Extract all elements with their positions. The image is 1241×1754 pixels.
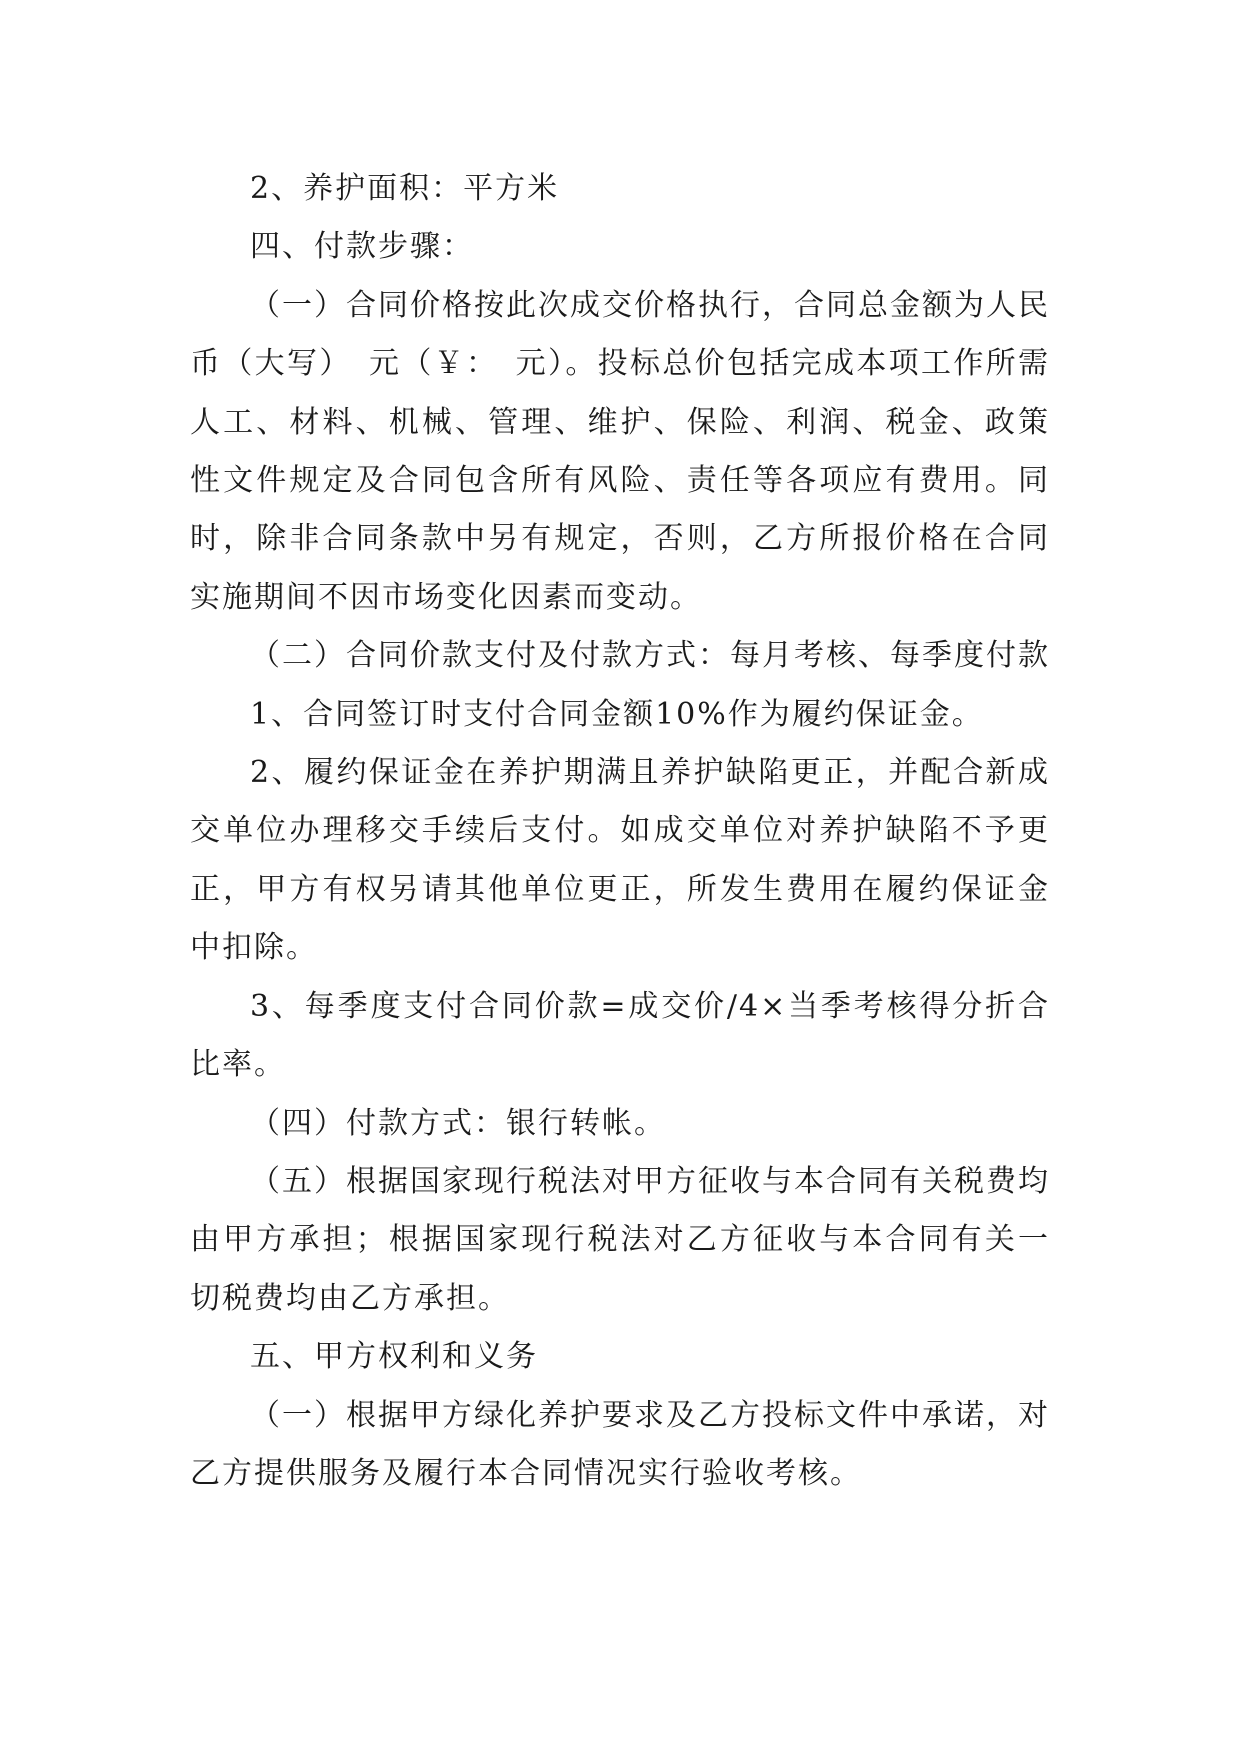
paragraph-payment-method: （二）合同价款支付及付款方式：每月考核、每季度付款: [250, 638, 1050, 674]
paragraph-maintenance-area: 2、养护面积：平方米: [250, 171, 560, 206]
document-body: [190, 160, 1050, 1503]
paragraph-contract-price: （一）合同价格按此次成交价格执行，合同总金额为人民币（大写） 元（￥： 元）。投标总价包括完成本项工作所需人工、材料、机械、管理、维护、保险、利润、税金、政策性文件规定及合同包含所有风险、责任等各项应有费用。同时，除非合同条款中另有规定，否则，乙方所报价格在合同实施期间不因市场变化因素而变动。: [190, 287, 1050, 615]
paragraph-bond-release: 2、履约保证金在养护期满且养护缺陷更正，并配合新成交单位办理移交手续后支付。如成交单位对养护缺陷不予更正，甲方有权另请其他单位更正，所发生费用在履约保证金中扣除。: [190, 755, 1050, 966]
section-heading-party-a-rights: 五、甲方权利和义务: [250, 1339, 538, 1375]
paragraph-bank-transfer: （四）付款方式：银行转帐。: [250, 1105, 666, 1141]
section-heading-payment-steps: 四、付款步骤：: [250, 229, 474, 265]
paragraph-acceptance-assessment: （一）根据甲方绿化养护要求及乙方投标文件中承诺，对乙方提供服务及履行本合同情况实行验收考核。: [190, 1397, 1050, 1491]
paragraph-taxes: （五）根据国家现行税法对甲方征收与本合同有关税费均由甲方承担；根据国家现行税法对乙方征收与本合同有关一切税费均由乙方承担。: [190, 1163, 1050, 1316]
paragraph-performance-bond: 1、合同签订时支付合同金额10%作为履约保证金。: [250, 696, 984, 732]
paragraph-quarterly-payment: 3、每季度支付合同价款=成交价/4×当季考核得分折合比率。: [190, 988, 1050, 1083]
